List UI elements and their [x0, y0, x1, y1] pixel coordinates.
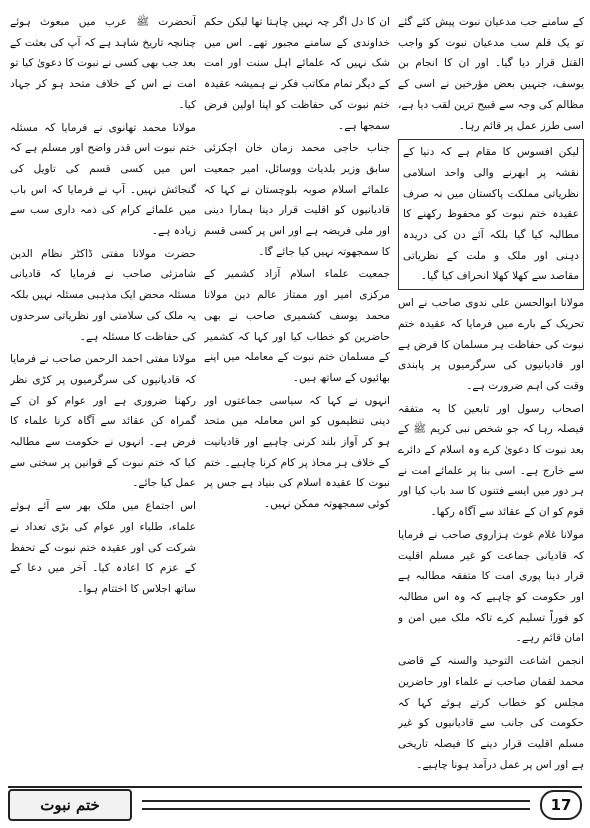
right-column: [398, 12, 584, 780]
boxed-paragraph: لیکن افسوس کا مقام ہے کہ دنیا کے نقشہ پر ابھرنے والی واحد اسلامی نظریاتی مملکت پاکستان میں نہ صرف عقیدہ ختم نبوت کو محفوظ رکھنے کا مطالبہ کیا گیا بلکہ آئے دن کی دریدہ دہنی اور ملک و ملت کے نظریاتی مقاصد سے کھلا کھلا انحراف کیا گیا۔: [398, 139, 584, 290]
masthead-logo: ختم نبوت: [8, 789, 132, 821]
footer-divider: [142, 800, 530, 810]
paragraph: آنحضرت ﷺ عرب میں مبعوث ہوئے چنانچہ تاریخ شاہد ہے کہ آپ کی بعثت کے بعد جب بھی کسی نے نبوت کا دعویٰ کیا تو امت نے اس کے خلاف متحد ہو کر جہاد کیا۔: [10, 16, 196, 111]
paragraph: ان کا دل اگر چہ نہیں چاہتا تھا لیکن حکم خداوندی کے سامنے مجبور تھے۔ اس میں شک نہیں کہ علمائے اہل سنت اور امت کے دیگر تمام مکاتب فکر نے ہمیشہ عقیدہ ختم نبوت کی حفاظت کو اپنا اولین فرض سمجھا ہے۔: [204, 16, 390, 132]
paragraph: اصحاب رسول اور تابعین کا یہ متفقہ فیصلہ رہا کہ جو شخص نبی کریم ﷺ کے بعد نبوت کا دعویٰ کرے وہ اسلام کے دائرے سے خارج ہے۔ اسی بنا پر علمائے امت نے ہر دور میں ایسے فتنوں کا سد باب کیا اور قوم کو ان کے عقائد سے آگاہ رکھا۔: [398, 402, 584, 519]
paragraph: انہوں نے کہا کہ سیاسی جماعتوں اور دینی تنظیموں کو اس معاملہ میں متحد ہو کر آواز بلند کرنی چاہیے اور قادیانیت کے خلاف ہر محاذ پر کام کرنا چاہیے۔ ختم نبوت کا عقیدہ اسلام کی بنیاد ہے جس پر کوئی سمجھوتہ ممکن نہیں۔: [204, 394, 390, 511]
page-footer: [8, 786, 582, 822]
middle-column: [204, 12, 390, 780]
paragraph: جمعیت علماء اسلام آزاد کشمیر کے مرکزی امیر اور ممتاز عالم دین مولانا محمد یوسف کشمیری صاحب نے بھی حاضرین کو خطاب کیا اور کہا کہ کشمیر کے مسلمان ختم نبوت کے معاملہ میں اپنے بھائیوں کے ساتھ ہیں۔: [204, 268, 390, 384]
paragraph: مولانا مفتی احمد الرحمن صاحب نے فرمایا کہ قادیانیوں کی سرگرمیوں پر کڑی نظر رکھنا ضروری ہے اور عوام کو ان کے گمراہ کن عقائد سے آگاہ کرنا علماء کا فرض ہے۔ انہوں نے حکومت سے مطالبہ کیا کہ ختم نبوت کے قوانین پر سختی سے عمل کیا جائے۔: [10, 353, 196, 490]
paragraph: مولانا ابوالحسن علی ندوی صاحب نے اس تحریک کے بارے میں فرمایا کہ عقیدہ ختم نبوت کی حفاظت ہر مسلمان کا فرض ہے اور قادیانیوں کی سرگرمیوں پر پابندی وقت کی اہم ضرورت ہے۔: [398, 297, 584, 392]
paragraph: مولانا محمد تھانوی نے فرمایا کہ مسئلہ ختم نبوت اس قدر واضح اور مسلم ہے کہ اس میں کسی قسم کی تاویل کی گنجائش نہیں۔ آپ نے فرمایا کہ اس باب میں علمائے کرام کی ذمہ داری سب سے زیادہ ہے۔: [10, 121, 196, 238]
paragraph: کے سامنے جب مدعیان نبوت پیش کئے گئے تو یک قلم سب مدعیان نبوت کو واجب القتل قرار دیا گیا۔ اور ان کا انجام بن یوسف، جنہیں بعض مؤرخین نے اسی کے مظالم کی وجہ سے قبیح ترین لقب دیا ہے، اسی طرز عمل پر قائم رہا۔: [398, 16, 584, 132]
paragraph: مولانا غلام غوث ہزاروی صاحب نے فرمایا کہ قادیانی جماعت کو غیر مسلم اقلیت قرار دینا پوری امت کا متفقہ مطالبہ ہے اور حکومت کو چاہیے کہ وہ اس مطالبہ کو فوراً تسلیم کرے تاکہ ملک میں امن و امان قائم رہے۔: [398, 528, 584, 645]
paragraph: انجمن اشاعت التوحید والسنہ کے قاضی محمد لقمان صاحب نے علماء اور حاضرین مجلس کو خطاب کرتے ہوئے کہا کہ حکومت کی جانب سے قادیانیوں کو غیر مسلم اقلیت قرار دینے کا فیصلہ تاریخی ہے اور اس پر عمل درآمد ہونا چاہیے۔: [398, 655, 584, 771]
paragraph: اس اجتماع میں ملک بھر سے آئے ہوئے علماء، طلباء اور عوام کی بڑی تعداد نے شرکت کی اور عقیدہ ختم نبوت کے تحفظ کے عزم کا اعادہ کیا۔ آخر میں دعا کے ساتھ اجلاس کا اختتام ہوا۔: [10, 500, 196, 595]
article-columns: [10, 12, 584, 780]
left-column: [10, 12, 196, 780]
paragraph: جناب حاجی محمد زمان خان اچکزئی سابق وزیر بلدیات ووسائل، امیر جمعیت علمائے اسلام صوبہ بلوچستان نے کہا کہ قادیانیوں کو اقلیت قرار دینا ہمارا دینی اور ملی فریضہ ہے اور اس پر کسی قسم کا سمجھوتہ نہیں کیا جائے گا۔: [204, 142, 390, 258]
page-number: 17: [540, 790, 582, 820]
paragraph: حضرت مولانا مفتی ڈاکٹر نظام الدین شامزئی صاحب نے فرمایا کہ قادیانی مسئلہ محض ایک مذہبی مسئلہ نہیں بلکہ یہ ملک کی سلامتی اور نظریاتی سرحدوں کی حفاظت کا مسئلہ ہے۔: [10, 247, 196, 343]
